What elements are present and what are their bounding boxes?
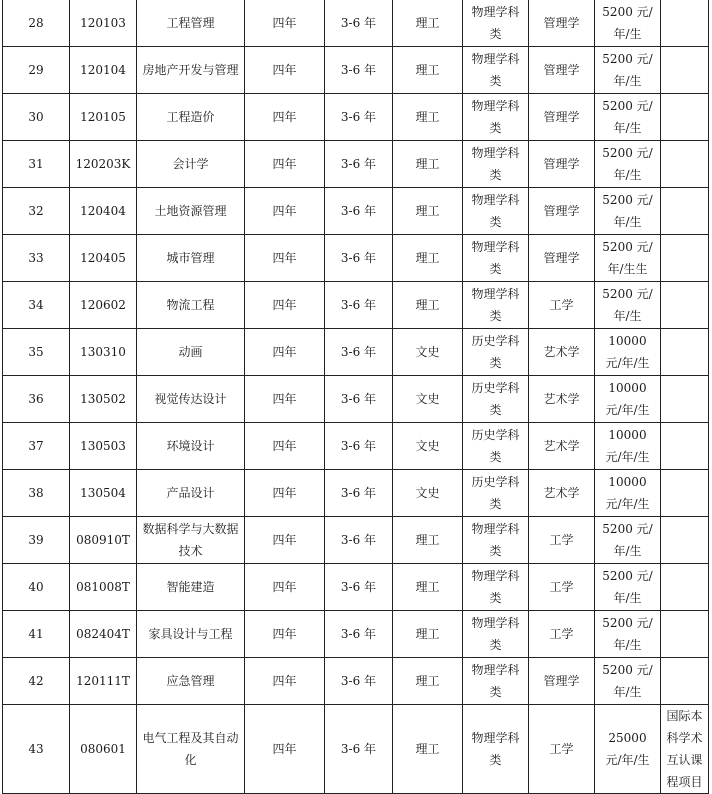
row-number-cell: 39 [3,517,70,564]
duration-cell: 四年 [245,423,325,470]
discipline-category-cell: 工学 [529,517,595,564]
subject-group-cell: 物理学科类 [463,611,529,658]
study-period-cell: 3-6 年 [325,0,393,47]
row-number-cell: 29 [3,47,70,94]
study-period-cell: 3-6 年 [325,47,393,94]
subject-type-cell: 理工 [393,705,463,794]
remark-cell [661,94,709,141]
subject-type-cell: 文史 [393,470,463,517]
subject-type-cell: 理工 [393,282,463,329]
subject-group-cell: 物理学科类 [463,705,529,794]
table-row [3,94,709,141]
subject-group-cell: 历史学科类 [463,329,529,376]
major-name-cell: 城市管理 [137,235,245,282]
duration-cell: 四年 [245,188,325,235]
row-number-cell: 33 [3,235,70,282]
remark-cell [661,47,709,94]
remark-cell [661,0,709,47]
remark-cell [661,423,709,470]
subject-group-cell: 物理学科类 [463,0,529,47]
discipline-category-cell: 工学 [529,282,595,329]
duration-cell: 四年 [245,564,325,611]
major-code-cell: 120404 [70,188,137,235]
study-period-cell: 3-6 年 [325,517,393,564]
remark-cell [661,141,709,188]
discipline-category-cell: 管理学 [529,658,595,705]
study-period-cell: 3-6 年 [325,329,393,376]
tuition-fee-cell: 5200 元/年/生 [595,47,661,94]
major-code-cell: 120104 [70,47,137,94]
discipline-category-cell: 艺术学 [529,329,595,376]
subject-group-cell: 历史学科类 [463,376,529,423]
subject-group-cell: 物理学科类 [463,282,529,329]
study-period-cell: 3-6 年 [325,376,393,423]
discipline-category-cell: 管理学 [529,141,595,188]
subject-group-cell: 历史学科类 [463,423,529,470]
subject-group-cell: 物理学科类 [463,94,529,141]
table-row [3,705,709,794]
tuition-fee-cell: 5200 元/年/生 [595,658,661,705]
major-name-cell: 数据科学与大数据技术 [137,517,245,564]
subject-type-cell: 理工 [393,611,463,658]
tuition-fee-cell: 5200 元/年/生 [595,282,661,329]
table-row [3,658,709,705]
remark-cell [661,329,709,376]
discipline-category-cell: 管理学 [529,235,595,282]
tuition-fee-cell: 5200 元/年/生 [595,564,661,611]
subject-type-cell: 理工 [393,564,463,611]
discipline-category-cell: 工学 [529,705,595,794]
table-row [3,423,709,470]
major-name-cell: 产品设计 [137,470,245,517]
row-number-cell: 30 [3,94,70,141]
major-name-cell: 动画 [137,329,245,376]
subject-group-cell: 物理学科类 [463,47,529,94]
major-code-cell: 120103 [70,0,137,47]
discipline-category-cell: 管理学 [529,0,595,47]
study-period-cell: 3-6 年 [325,235,393,282]
major-code-cell: 120405 [70,235,137,282]
major-code-cell: 081008T [70,564,137,611]
table-row [3,141,709,188]
subject-group-cell: 历史学科类 [463,470,529,517]
table-row [3,470,709,517]
study-period-cell: 3-6 年 [325,658,393,705]
tuition-fee-cell: 10000 元/年/生 [595,376,661,423]
subject-type-cell: 理工 [393,517,463,564]
table-row [3,47,709,94]
table-row [3,0,709,47]
table-row [3,235,709,282]
major-code-cell: 120602 [70,282,137,329]
subject-type-cell: 理工 [393,235,463,282]
study-period-cell: 3-6 年 [325,141,393,188]
tuition-fee-cell: 5200 元/年/生生 [595,235,661,282]
major-table [2,0,709,794]
table-row [3,376,709,423]
row-number-cell: 32 [3,188,70,235]
major-code-cell: 080910T [70,517,137,564]
major-name-cell: 工程管理 [137,0,245,47]
major-code-cell: 130503 [70,423,137,470]
subject-type-cell: 理工 [393,94,463,141]
subject-group-cell: 物理学科类 [463,188,529,235]
remark-cell [661,611,709,658]
duration-cell: 四年 [245,705,325,794]
tuition-fee-cell: 10000 元/年/生 [595,423,661,470]
row-number-cell: 36 [3,376,70,423]
remark-cell [661,282,709,329]
duration-cell: 四年 [245,470,325,517]
subject-group-cell: 物理学科类 [463,517,529,564]
tuition-fee-cell: 10000 元/年/生 [595,470,661,517]
duration-cell: 四年 [245,329,325,376]
discipline-category-cell: 管理学 [529,188,595,235]
major-code-cell: 120111T [70,658,137,705]
tuition-fee-cell: 5200 元/年/生 [595,94,661,141]
table-row [3,517,709,564]
remark-cell [661,188,709,235]
major-name-cell: 电气工程及其自动化 [137,705,245,794]
duration-cell: 四年 [245,235,325,282]
discipline-category-cell: 艺术学 [529,376,595,423]
duration-cell: 四年 [245,47,325,94]
discipline-category-cell: 工学 [529,611,595,658]
tuition-fee-cell: 25000 元/年/生 [595,705,661,794]
tuition-fee-cell: 5200 元/年/生 [595,141,661,188]
major-name-cell: 应急管理 [137,658,245,705]
major-code-cell: 130502 [70,376,137,423]
study-period-cell: 3-6 年 [325,470,393,517]
table-row [3,188,709,235]
study-period-cell: 3-6 年 [325,705,393,794]
discipline-category-cell: 管理学 [529,94,595,141]
study-period-cell: 3-6 年 [325,564,393,611]
major-name-cell: 房地产开发与管理 [137,47,245,94]
major-code-cell: 082404T [70,611,137,658]
duration-cell: 四年 [245,141,325,188]
table-row [3,329,709,376]
tuition-fee-cell: 5200 元/年/生 [595,188,661,235]
duration-cell: 四年 [245,0,325,47]
major-name-cell: 工程造价 [137,94,245,141]
subject-type-cell: 文史 [393,423,463,470]
subject-type-cell: 理工 [393,658,463,705]
subject-type-cell: 理工 [393,0,463,47]
duration-cell: 四年 [245,376,325,423]
major-name-cell: 物流工程 [137,282,245,329]
major-name-cell: 环境设计 [137,423,245,470]
major-name-cell: 智能建造 [137,564,245,611]
discipline-category-cell: 艺术学 [529,423,595,470]
major-name-cell: 视觉传达设计 [137,376,245,423]
remark-cell [661,376,709,423]
row-number-cell: 41 [3,611,70,658]
subject-group-cell: 物理学科类 [463,235,529,282]
discipline-category-cell: 工学 [529,564,595,611]
row-number-cell: 31 [3,141,70,188]
major-name-cell: 会计学 [137,141,245,188]
duration-cell: 四年 [245,282,325,329]
study-period-cell: 3-6 年 [325,188,393,235]
major-name-cell: 家具设计与工程 [137,611,245,658]
row-number-cell: 34 [3,282,70,329]
discipline-category-cell: 艺术学 [529,470,595,517]
major-name-cell: 土地资源管理 [137,188,245,235]
subject-type-cell: 文史 [393,376,463,423]
subject-group-cell: 物理学科类 [463,141,529,188]
subject-type-cell: 文史 [393,329,463,376]
tuition-fee-cell: 5200 元/年/生 [595,611,661,658]
remark-cell [661,235,709,282]
remark-cell [661,564,709,611]
major-code-cell: 120203K [70,141,137,188]
study-period-cell: 3-6 年 [325,94,393,141]
duration-cell: 四年 [245,517,325,564]
tuition-fee-cell: 5200 元/年/生 [595,517,661,564]
remark-cell [661,470,709,517]
table-row [3,282,709,329]
table-row [3,564,709,611]
study-period-cell: 3-6 年 [325,282,393,329]
remark-cell [661,517,709,564]
major-code-cell: 120105 [70,94,137,141]
study-period-cell: 3-6 年 [325,611,393,658]
remark-cell: 国际本科学术互认课程项目 [661,705,709,794]
remark-cell [661,658,709,705]
major-code-cell: 130310 [70,329,137,376]
duration-cell: 四年 [245,94,325,141]
row-number-cell: 43 [3,705,70,794]
table-row [3,611,709,658]
row-number-cell: 35 [3,329,70,376]
subject-type-cell: 理工 [393,188,463,235]
row-number-cell: 28 [3,0,70,47]
major-code-cell: 130504 [70,470,137,517]
row-number-cell: 37 [3,423,70,470]
study-period-cell: 3-6 年 [325,423,393,470]
tuition-fee-cell: 5200 元/年/生 [595,0,661,47]
duration-cell: 四年 [245,611,325,658]
subject-group-cell: 物理学科类 [463,658,529,705]
duration-cell: 四年 [245,658,325,705]
tuition-fee-cell: 10000 元/年/生 [595,329,661,376]
discipline-category-cell: 管理学 [529,47,595,94]
row-number-cell: 42 [3,658,70,705]
subject-group-cell: 物理学科类 [463,564,529,611]
major-code-cell: 080601 [70,705,137,794]
row-number-cell: 38 [3,470,70,517]
row-number-cell: 40 [3,564,70,611]
subject-type-cell: 理工 [393,141,463,188]
subject-type-cell: 理工 [393,47,463,94]
